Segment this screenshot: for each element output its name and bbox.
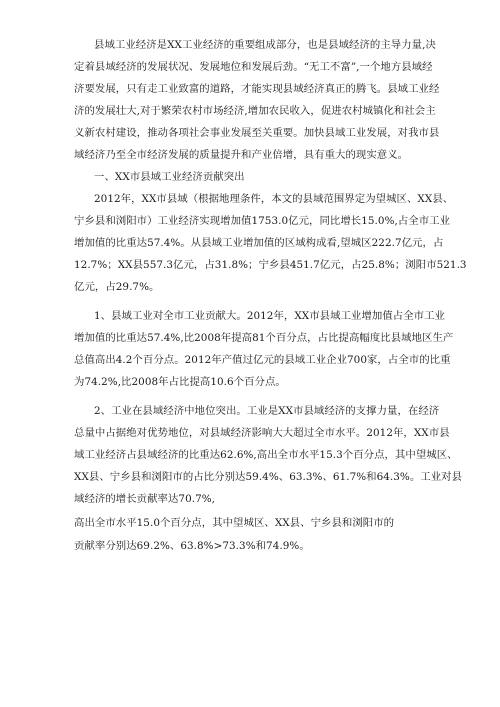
- text-line: 为74.2%,比2008年占比提高10.6个百分点。: [74, 376, 286, 388]
- text-line: 1、县域工业对全市工业贡献大。2012年，XX市县域工业增加值占全市工业: [94, 310, 445, 322]
- text-line: 定着县域经济的发展状况、发展地位和发展后劲。“无工不富”,一个地方县域经: [74, 61, 433, 73]
- text-line: 亿元，占29.7%。: [74, 281, 160, 293]
- text-line: 济要发展，只有走工业致富的道路，才能实现县域经济真正的腾飞。县域工业经: [74, 83, 440, 95]
- text-line: 高出全市水平15.0个百分点，其中望城区、XX县、宁乡县和浏阳市的: [74, 517, 395, 529]
- text-line: XX县、宁乡县和浏阳市的占比分别达59.4%、63.3%、61.7%和64.3%。工业对县: [74, 471, 463, 483]
- text-line: 义新农村建设，推动各项社会事业发展至关重要。加快县域工业发展，对我市县: [74, 127, 440, 139]
- text-line: 12.7%；XX县557.3亿元，占31.8%；宁乡县451.7亿元，占25.8%；浏阳市521.3: [74, 259, 467, 271]
- section-heading: 一、XX市县域工业经济贡献突出: [94, 171, 245, 183]
- text-line: 总量中占据绝对优势地位，对县域经济影响大大超过全市水平。2012年，XX市县: [74, 427, 450, 439]
- text-line: 2、工业在县域经济中地位突出。工业是XX市县域经济的支撑力量，在经济: [94, 405, 440, 417]
- text-line: 域经济的增长贡献率达70.7%,: [74, 493, 216, 505]
- text-line: 增加值的比重达57.4%。从县域工业增加值的区域构成看,望城区222.7亿元，占: [74, 237, 444, 249]
- text-line: 域工业经济占县域经济的比重达62.6%,高出全市水平15.3个百分点，其中望城区、: [74, 449, 458, 461]
- text-line: 济的发展壮大,对于繁荣农村市场经济,增加农民收入，促进农村城镇化和社会主: [74, 105, 436, 117]
- text-line: 2012年，XX市县域（根据地理条件，本文的县域范围界定为望城区、XX县、: [94, 193, 454, 205]
- text-line: 贡献率分别达69.2%、63.8%>73.3%和74.9%。: [74, 540, 310, 552]
- text-line: 宁乡县和浏阳市）工业经济实现增加值1753.0亿元，同比增长15.0%,占全市工业: [74, 215, 451, 227]
- text-line: 域经济乃至全市经济发展的质量提升和产业倍增，具有重大的现实意义。: [74, 149, 409, 161]
- text-line: 总值高出4.2个百分点。2012年产值过亿元的县域工业企业700家，占全市的比重: [74, 354, 451, 366]
- text-line: 增加值的比重达57.4%,比2008年提高81个百分点，占比提高幅度比县域地区生产: [74, 332, 454, 344]
- text-line: 县域工业经济是XX工业经济的重要组成部分，也是县域经济的主导力量,决: [94, 39, 436, 51]
